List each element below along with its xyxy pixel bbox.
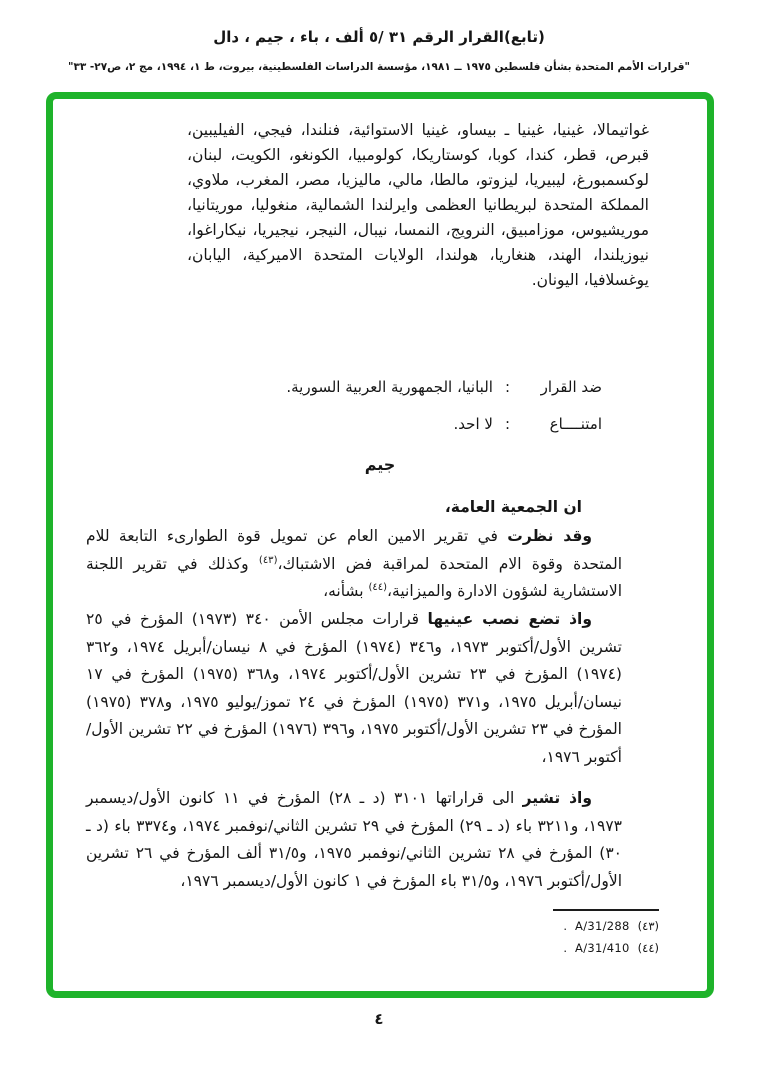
paragraph-reviewed-lead: وقد نظرت bbox=[507, 527, 592, 545]
paragraph-bearing-lead: واذ تضع نصب عينيها bbox=[427, 610, 592, 628]
paragraph-bearing-text: قرارات مجلس الأمن ٣٤٠ (١٩٧٣) المؤرخ في ٢٥ تشرين الأول/أكتوبر ١٩٧٣، و٣٤٦ (١٩٧٤) المؤرخ في ٨ نيسان/أبريل ١٩٧٤، و٣٦٢ (١٩٧٤) المؤرخ في ٢٣ تشرين الأول/أكتوبر ١٩٧٤، و٣٦٨ (١٩٧٥) المؤرخ في ١٧ نيسان/أبريل ١٩٧٥، و٣٧١ (١٩٧٥) المؤرخ في ٢٤ تموز/يوليو ١٩٧٥، و٣٧٨ (١٩٧٥) المؤرخ في ٢٣ تشرين الأول/أكتوبر ١٩٧٥، و٣٩٦ (١٩٧٦) المؤرخ في ٢٢ تشرين الأول/أكتوبر ١٩٧٦، bbox=[86, 610, 622, 766]
annotated-text-region bbox=[53, 99, 707, 991]
paragraph-bearing-in-mind bbox=[86, 606, 622, 771]
vote-against-value: البانيا، الجمهورية العربية السورية. bbox=[286, 378, 493, 396]
footnote-44-period: . bbox=[563, 941, 568, 955]
section-heading-jeem: جيم bbox=[364, 455, 396, 474]
vote-against-colon: : bbox=[504, 378, 510, 396]
footnote-44-row bbox=[563, 941, 659, 955]
footnote-marker-43: (٤٣) bbox=[258, 554, 278, 566]
footnote-43-period: . bbox=[563, 919, 568, 933]
paragraph-recalling-lead: واذ تشير bbox=[522, 789, 592, 807]
page-number: ٤ bbox=[374, 1010, 384, 1028]
footnote-separator-rule bbox=[553, 909, 659, 911]
vote-abstain-label: امتنــــاع bbox=[549, 415, 602, 433]
paragraph-reviewed-text-2: وكذلك في تقرير اللجنة الاستشارية لشؤون الادارة والميزانية، bbox=[86, 554, 622, 600]
footnote-43-row bbox=[563, 919, 659, 933]
footnote-43-reference: A/31/288 bbox=[575, 919, 630, 933]
assembly-intro-line: ان الجمعية العامة، bbox=[444, 498, 582, 516]
paragraph-reviewed-text-1: في تقرير الامين العام عن تمويل قوة الطوارىء التابعة للام المتحدة وقوة الام المتحدة لمراقبة فض الاشتباك، bbox=[86, 527, 622, 573]
page-header-title: (تابع)القرار الرقم ٣١ /٥ ألف ، باء ، جيم ، دال bbox=[213, 28, 545, 46]
country-list-paragraph: غواتيمالا، غينيا، غينيا ـ بيساو، غينيا الاستوائية، فنلندا، فيجي، الفيليبين، قبرص، قطر، كندا، كوبا، كوستاريكا، كولومبيا، الكونغو، الكويت، لبنان، لوكسمبورغ، ليبيريا، ليزوتو، مالطا، مالي، ماليزيا، مصر، المغرب، ملاوي، المملكة المتحدة لبريطانيا العظمى وايرلندا الشمالية، منغوليا، موريتانيا، موريشيوس، موزامبيق، النرويج، النمسا، نيبال، النيجر، نيجيريا، نيكاراغوا، نيوزيلندا، الهند، هنغاريا، هولندا، الولايات المتحدة الاميركية، اليابان، يوغسلافيا، اليونان. bbox=[187, 121, 649, 289]
paragraph-recalling-text: الى قراراتها ٣١٠١ (د ـ ٢٨) المؤرخ في ١١ كانون الأول/ديسمبر ١٩٧٣، و٣٢١١ باء (د ـ ٢٩) المؤرخ في ٢٩ تشرين الثاني/نوفمبر ١٩٧٤، و٣٣٧٤ باء (د ـ ٣٠) المؤرخ في ٢٨ تشرين الثاني/نوفمبر ١٩٧٥، و٣١/٥ ألف المؤرخ في ٢٦ تشرين الأول/أكتوبر ١٩٧٦، و٣١/٥ باء المؤرخ في ١ كانون الأول/ديسمبر ١٩٧٦، bbox=[86, 789, 622, 890]
vote-abstain-value: لا احد. bbox=[453, 415, 493, 433]
paragraph-reviewed-report bbox=[86, 523, 622, 606]
paragraph-reviewed-text-3: بشأنه، bbox=[323, 582, 369, 600]
footnote-44-marker: (٤٤) bbox=[637, 941, 659, 955]
page-header-citation: "قرارات الأمم المتحدة بشأن فلسطين ١٩٧٥ ــ ١٩٨١، مؤسسة الدراسات الفلسطينية، بيروت، ط ١، ١٩٩٤، مج ٢، ص٢٧- ٣٣" bbox=[67, 61, 691, 73]
highlight-box-annotation bbox=[46, 92, 714, 998]
vote-abstain-row bbox=[454, 414, 602, 434]
paragraph-recalling bbox=[86, 785, 622, 895]
vote-abstain-colon: : bbox=[504, 415, 510, 433]
footnote-43-marker: (٤٣) bbox=[637, 919, 659, 933]
vote-against-row bbox=[286, 377, 602, 397]
footnote-44-reference: A/31/410 bbox=[575, 941, 630, 955]
footnote-marker-44: (٤٤) bbox=[368, 582, 388, 593]
vote-against-label: ضد القرار bbox=[540, 378, 602, 396]
